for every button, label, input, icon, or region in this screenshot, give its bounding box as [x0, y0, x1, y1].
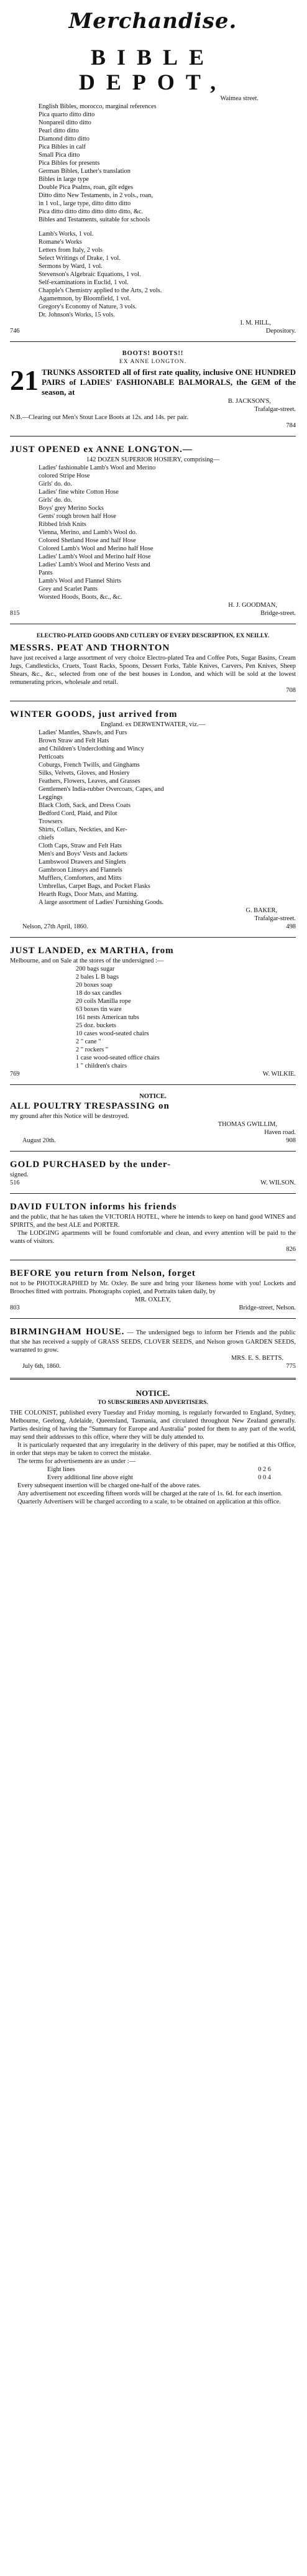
list-item: Ladies' fine white Cotton Hose — [39, 489, 119, 496]
price-amount: 0 0 4 — [258, 1474, 271, 1481]
ad-text: signed. — [10, 1171, 29, 1178]
list-item: Diamond ditto ditto — [39, 136, 89, 142]
list-item: and Children's Underclothing and Wincy — [39, 746, 144, 752]
ad-signer: MR. OXLEY, — [135, 1296, 171, 1303]
list-item: Lambswool Drawers and Singlets — [39, 859, 126, 866]
ad-sub: 142 DOZEN SUPERIOR HOSIERY, comprising— — [86, 456, 220, 463]
list-item: Lamb's Wool and Flannel Shirts — [39, 578, 122, 584]
list-item: Ditto ditto New Testaments, in 2 vols., roan, — [39, 192, 154, 199]
list-item: Ribbed Irish Knits — [39, 521, 86, 528]
list-item: Silks, Velvets, Gloves, and Hosiery — [39, 770, 130, 777]
notice-p5: Any advertisement not exceeding fifteen words will be charged at the rate of 1s. 6d. for each insertion. — [17, 1490, 283, 1497]
list-item: Stevenson's Algebraic Equations, 1 vol. — [39, 271, 141, 278]
ad-number: 784 — [286, 422, 296, 429]
ad-title: BIRMINGHAM HOUSE. — [10, 1327, 125, 1337]
ad-dateline: August 20th. — [22, 1137, 56, 1144]
notice-p1: THE COLONIST, published every Tuesday and Friday morning, is regularly forwarded to England, Sydney, Melbourne, Geelong, Adelaide, Queensland, Tasmania, and circulated throughout New Zealand generally. Parties desiring of having the "Summary for Europe and Australia" posted for them to any part of the world, may send their addresses to this office, where they will be duly attended to. — [10, 1410, 296, 1441]
price-label: Eight lines — [47, 1466, 75, 1473]
ad-address: Trafalgar-street. — [254, 915, 296, 922]
list-item: Worsted Hoods, Boots, &c., &c. — [39, 594, 122, 601]
ad-header: NOTICE. — [139, 1093, 167, 1100]
ad-poultry-notice — [10, 1089, 296, 1147]
list-item: Coburgs, French Twills, and Ginghams — [39, 762, 140, 769]
list-item: Mufflers, Comforters, and Mitts — [39, 875, 122, 882]
ad-title: WINTER GOODS, just arrived from — [10, 709, 178, 719]
list-item: 200 bags sugar — [76, 966, 115, 972]
list-item: Lamb's Works, 1 vol. — [39, 231, 94, 238]
ad-title: MESSRS. PEAT AND THORNTON — [10, 643, 170, 653]
list-item: Gregory's Economy of Nature, 3 vols. — [39, 303, 137, 310]
notice-sub: TO SUBSCRIBERS AND ADVERTISERS. — [98, 1399, 208, 1406]
ad-number: 908 — [286, 1137, 296, 1144]
ad-title: DAVID FULTON informs his friends — [10, 1202, 177, 1212]
ad-text: Melbourne, and on Sale at the stores of the undersigned :— — [10, 958, 164, 964]
list-item: Pearl ditto ditto — [39, 127, 79, 134]
ad-nb: N.B.—Clearing out Men's Stout Lace Boots at 12s. and 14s. per pair. — [10, 414, 189, 421]
ad-number: 708 — [286, 687, 296, 694]
list-item: Pica Bibles in calf — [39, 144, 86, 150]
list-item: 10 cases wood-seated chairs — [76, 1030, 149, 1037]
list-item: Petticoats — [39, 754, 64, 760]
list-item: Bibles in large type — [39, 176, 89, 183]
ad-just-landed — [10, 941, 296, 1081]
list-item: colored Stripe Hose — [39, 473, 90, 479]
list-item: Chapple's Chemistry applied to the Arts, 2 vols. — [39, 287, 162, 294]
ad-street: Waimea street. — [220, 95, 259, 102]
ad-sub: EX ANNE LONGTON. — [119, 358, 187, 365]
ad-number: 815 — [10, 610, 20, 617]
ad-text: my ground after this Notice will be destroyed. — [10, 1113, 129, 1120]
list-item: 2 " rockers " — [76, 1046, 109, 1053]
ad-signer: W. WILSON. — [260, 1180, 296, 1186]
price-row — [10, 1474, 296, 1482]
list-item: 1 case wood-seated office chairs — [76, 1055, 160, 1061]
list-item: Bedford Cord, Plaid, and Pilot — [39, 810, 117, 817]
list-item: Black Cloth, Sack, and Dress Coats — [39, 802, 131, 809]
notice-p4: Every subsequent insertion will be charged one-half of the above rates. — [17, 1482, 201, 1489]
notice-price-table — [10, 1466, 296, 1482]
masthead: Merchandise. — [68, 9, 237, 34]
list-item: Letters from Italy, 2 vols — [39, 247, 103, 254]
list-item: Men's and Boys' Vests and Jackets — [39, 851, 127, 857]
list-item: Ladies' Lamb's Wool and Merino half Hose — [39, 553, 151, 560]
ad-signer: MRS. E. S. BETTS. — [231, 1355, 283, 1362]
list-item: 20 coils Manilla rope — [76, 998, 131, 1005]
ad-title: JUST LANDED, ex MARTHA, from — [10, 946, 174, 956]
ad-text-2: The LODGING apartments will be found comfortable and clean, and every attention will be paid to the wants of visitors. — [10, 1230, 296, 1245]
ad-number: 746 — [10, 328, 20, 335]
ad-signer: G. BAKER, — [245, 907, 277, 914]
list-item: Sermons by Ward, 1 vol. — [39, 263, 103, 270]
ad-text: — The undersigned begs to inform her Friends and the public that she has received a supply of GRASS SEEDS, CLOVER SEEDS, and Nelson grown GARDEN SEEDS, warranted to grow. — [10, 1329, 296, 1354]
notice-p3: The terms for advertisements are as under :— — [17, 1458, 136, 1465]
ad-signer: W. WILKIE. — [262, 1071, 296, 1078]
ad-text: have just received a large assortment of very choice Electro-plated Tea and Coffee Pots, Sugar Basins, Cream Jugs, Candlesticks, Cruets, Toast Racks, Spoons, Dessert Forks, Table Knives, Carvers, Pen Knives, Sheep Shears, &c., &c., selected from one of the best houses in London, and which will be sold at the lowest remunerating prices, wholesale and retail. — [10, 655, 296, 686]
ad-oxley-photographs — [10, 1264, 296, 1314]
ad-boots — [10, 346, 296, 432]
ad-header: ELECTRO-PLATED GOODS AND CUTLERY OF EVERY DESCRIPTION, EX NEILLY. — [36, 632, 270, 639]
list-item: Girls' do. do. — [39, 497, 72, 504]
list-item: Ladies' fashionable Lamb's Wool and Merino — [39, 464, 156, 471]
list-item: Pica Bibles for presents — [39, 160, 100, 167]
price-amount: 0 2 6 — [258, 1466, 271, 1473]
list-item: 2 " cane " — [76, 1038, 101, 1045]
list-item: Dr. Johnson's Works, 15 vols. — [39, 312, 115, 318]
list-item: Romane's Works — [39, 239, 82, 246]
list-item: Self-examinations in Euclid, 1 vol. — [39, 279, 129, 286]
list-item: Cloth Caps, Straw and Felt Hats — [39, 843, 122, 849]
notice-header: NOTICE. — [135, 1388, 170, 1398]
list-item: Vienna, Merino, and Lamb's Wool do. — [39, 529, 137, 536]
list-item: Grey and Scarlet Pants — [39, 586, 98, 593]
list-item: 25 doz. buckets — [76, 1022, 116, 1029]
ad-just-opened — [10, 440, 296, 620]
ad-address: Trafalgar-street. — [254, 406, 296, 413]
ad-title: BIBLE DEPOT, — [78, 45, 227, 95]
list-item: Pica quarto ditto ditto — [39, 111, 95, 118]
ad-dropcap-number: 21 — [10, 364, 39, 396]
list-item: Gambroon Linseys and Flannels — [39, 867, 122, 874]
list-item: 161 nests American tubs — [76, 1014, 139, 1021]
ad-david-fulton — [10, 1198, 296, 1256]
ad-title: JUST OPENED ex ANNE LONGTON.— — [10, 445, 193, 455]
ad-peat-thornton — [10, 628, 296, 697]
price-row — [10, 1466, 296, 1474]
list-item: 1 " children's chairs — [76, 1063, 127, 1069]
ad-signer: THOMAS GWILLIM, — [218, 1121, 277, 1128]
list-item: Ladies' Mantles, Shawls, and Furs — [39, 729, 127, 736]
list-item: Trowsers — [39, 818, 63, 825]
list-item: 2 bales L B bags — [76, 974, 119, 981]
list-item: Brown Straw and Felt Hats — [39, 737, 109, 744]
list-item: in 1 vol., large type, ditto ditto ditto — [39, 200, 131, 207]
notice-p2: It is particularly requested that any irregularity in the delivery of this paper, may be notified at this Office, in order that steps may be taken to correct the mistake. — [10, 1442, 296, 1457]
list-item: Shirts, Collars, Neckties, and Ker- — [39, 826, 127, 833]
list-item: Hearth Rugs, Door Mats, and Matting. — [39, 891, 139, 898]
list-item: Bibles and Testaments, suitable for schools — [39, 216, 150, 223]
ad-sub: England. ex DERWENTWATER, viz.— — [101, 721, 205, 728]
ad-gold-purchased — [10, 1155, 296, 1189]
ad-winter-goods — [10, 705, 296, 933]
ad-number: 826 — [286, 1246, 296, 1253]
list-item: German Bibles, Luther's translation — [39, 168, 131, 175]
list-item: Feathers, Flowers, Leaves, and Grasses — [39, 778, 140, 785]
ad-number: 803 — [10, 1304, 20, 1311]
list-item: Pica ditto ditto ditto ditto ditto ditto, &c. — [39, 208, 144, 215]
ad-text: and the public, that he has taken the VICTORIA HOTEL, where he intends to keep on hand good WINES and SPIRITS, and the best ALE and PORTER. — [10, 1214, 296, 1229]
ad-birmingham-house — [10, 1323, 296, 1373]
ad-bible-depot — [10, 41, 296, 338]
ad-item-list — [10, 464, 296, 601]
list-item: Ladies' Lamb's Wool and Merino Vests and — [39, 561, 150, 568]
ad-address: Haven road. — [264, 1129, 296, 1136]
list-item: Girls' do. do. — [39, 481, 72, 487]
list-item: Gentlemen's India-rubber Overcoats, Capes, and — [39, 786, 164, 793]
list-item: Leggings — [39, 794, 63, 801]
list-item: 20 boxes soap — [76, 982, 112, 989]
notice-subscribers — [10, 1385, 296, 1508]
ad-item-list — [10, 729, 296, 907]
list-item: Umbrellas, Carpet Bags, and Pocket Flasks — [39, 883, 150, 890]
ad-number: 769 — [10, 1071, 20, 1078]
ad-title: GOLD PURCHASED by the under- — [10, 1160, 172, 1170]
ad-signer: I. M. HILL, — [240, 320, 271, 326]
list-item: Agamemnon, by Bloomfield, 1 vol. — [39, 295, 131, 302]
ad-title: ALL POULTRY TRESPASSING on — [10, 1101, 170, 1111]
list-item: 63 boxes tin ware — [76, 1006, 122, 1013]
list-item: Colored Shetland Hose and half Hose — [39, 537, 136, 544]
list-item: Double Pica Psalms, roan, gilt edges — [39, 184, 134, 191]
list-item: Select Writings of Drake, 1 vol. — [39, 255, 121, 262]
list-item: English Bibles, morocco, marginal references — [39, 103, 157, 110]
ad-text: not to be PHOTOGRAPHED by Mr. Oxley. Be sure and bring your likeness home with you! Lockets and Brooches fitted with portraits. Photographs copied, and Portraits taken daily, by — [10, 1280, 296, 1295]
list-item: 18 do sax candles — [76, 990, 122, 997]
list-item: Colored Lamb's Wool and Merino half Hose — [39, 545, 154, 552]
ad-title: BEFORE you return from Nelson, forget — [10, 1268, 196, 1278]
ad-address: Bridge-street. — [260, 610, 296, 617]
price-label: Every additional line above eight — [47, 1474, 133, 1481]
ad-item-list-2 — [10, 230, 296, 319]
ad-signer: H. J. GOODMAN, — [228, 602, 277, 609]
list-item: Small Pica ditto — [39, 152, 80, 159]
ad-item-list — [10, 103, 296, 224]
ad-number: 516 — [10, 1180, 20, 1186]
ad-dateline: July 6th, 1860. — [22, 1363, 61, 1370]
list-item: Gents' rough brown half Hose — [39, 513, 116, 520]
ad-header: BOOTS! BOOTS!! — [122, 350, 184, 357]
ad-place: Depository. — [265, 328, 296, 335]
list-item: Nonpareil ditto ditto — [39, 119, 91, 126]
ad-item-list — [10, 965, 296, 1070]
ad-number: 775 — [286, 1363, 296, 1370]
ad-number: 498 — [286, 923, 296, 930]
list-item: Pants — [39, 570, 53, 576]
ad-dateline: Nelson, 27th April, 1860. — [22, 923, 88, 930]
list-item: chiefs — [39, 834, 54, 841]
ad-signer: B. JACKSON'S, — [227, 398, 271, 405]
list-item: Boys' grey Merino Socks — [39, 505, 104, 512]
ad-text: TRUNKS ASSORTED all of first rate quality, inclusive ONE HUNDRED PAIRS of LADIES' FASHIONABLE BALMORALS, the GEM of the season, at — [42, 367, 296, 397]
ad-address: Bridge-street, Nelson. — [239, 1304, 296, 1311]
list-item: A large assortment of Ladies' Furnishing Goods. — [39, 899, 164, 906]
notice-p6: Quarterly Advertisers will be charged according to a scale, to be obtained on application at this office. — [17, 1498, 281, 1505]
